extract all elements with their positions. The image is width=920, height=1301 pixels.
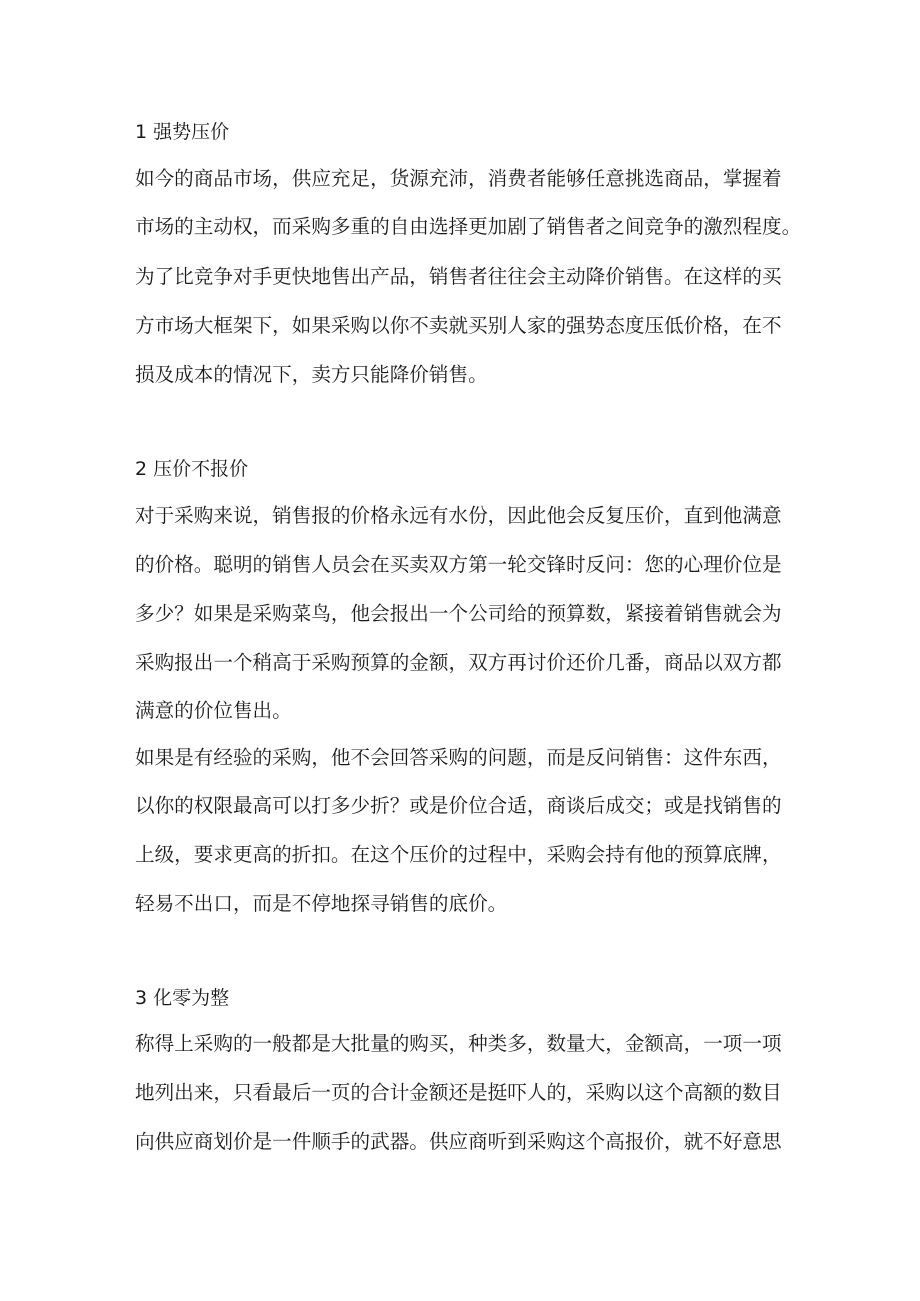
paragraph-line: 的价格。聪明的销售人员会在买卖双方第一轮交锋时反问：您的心理价位是	[135, 553, 782, 576]
section-heading: 2 压价不报价	[135, 458, 249, 480]
paragraph-line: 称得上采购的一般都是大批量的购买，种类多，数量大，金额高，一项一项	[135, 1032, 782, 1055]
paragraph-line: 以你的权限最高可以打多少折？或是价位合适，商谈后成交；或是找销售的	[135, 794, 782, 817]
paragraph-line: 轻易不出口，而是不停地探寻销售的底价。	[135, 892, 508, 915]
paragraph-line: 多少？如果是采购菜鸟，他会报出一个公司给的预算数，紧接着销售就会为	[135, 602, 782, 625]
paragraph-line: 向供应商划价是一件顺手的武器。供应商听到采购这个高报价，就不好意思	[135, 1130, 782, 1153]
paragraph-line: 满意的价位售出。	[135, 699, 292, 722]
paragraph-line: 如今的商品市场，供应充足，货源充沛，消费者能够任意挑选商品，掌握着	[135, 167, 782, 190]
paragraph-line: 地列出来，只看最后一页的合计金额还是挺吓人的，采购以这个高额的数目	[135, 1081, 782, 1104]
paragraph-line: 市场的主动权，而采购多重的自由选择更加剧了销售者之间竞争的激烈程度。	[135, 215, 802, 238]
paragraph-line: 对于采购来说，销售报的价格永远有水份，因此他会反复压价，直到他满意	[135, 504, 782, 527]
paragraph-line: 如果是有经验的采购，他不会回答采购的问题，而是反问销售：这件东西，	[135, 746, 782, 769]
paragraph-line: 为了比竞争对手更快地售出产品，销售者往往会主动降价销售。在这样的买	[135, 265, 782, 288]
paragraph-line: 损及成本的情况下，卖方只能降价销售。	[135, 363, 488, 386]
section-heading: 3 化零为整	[135, 987, 230, 1009]
paragraph-line: 方市场大框架下，如果采购以你不卖就买别人家的强势态度压低价格，在不	[135, 314, 782, 337]
paragraph-line: 上级，要求更高的折扣。在这个压价的过程中，采购会持有他的预算底牌，	[135, 843, 782, 866]
paragraph-line: 采购报出一个稍高于采购预算的金额，双方再讨价还价几番，商品以双方都	[135, 651, 782, 674]
section-heading: 1 强势压价	[135, 121, 230, 143]
